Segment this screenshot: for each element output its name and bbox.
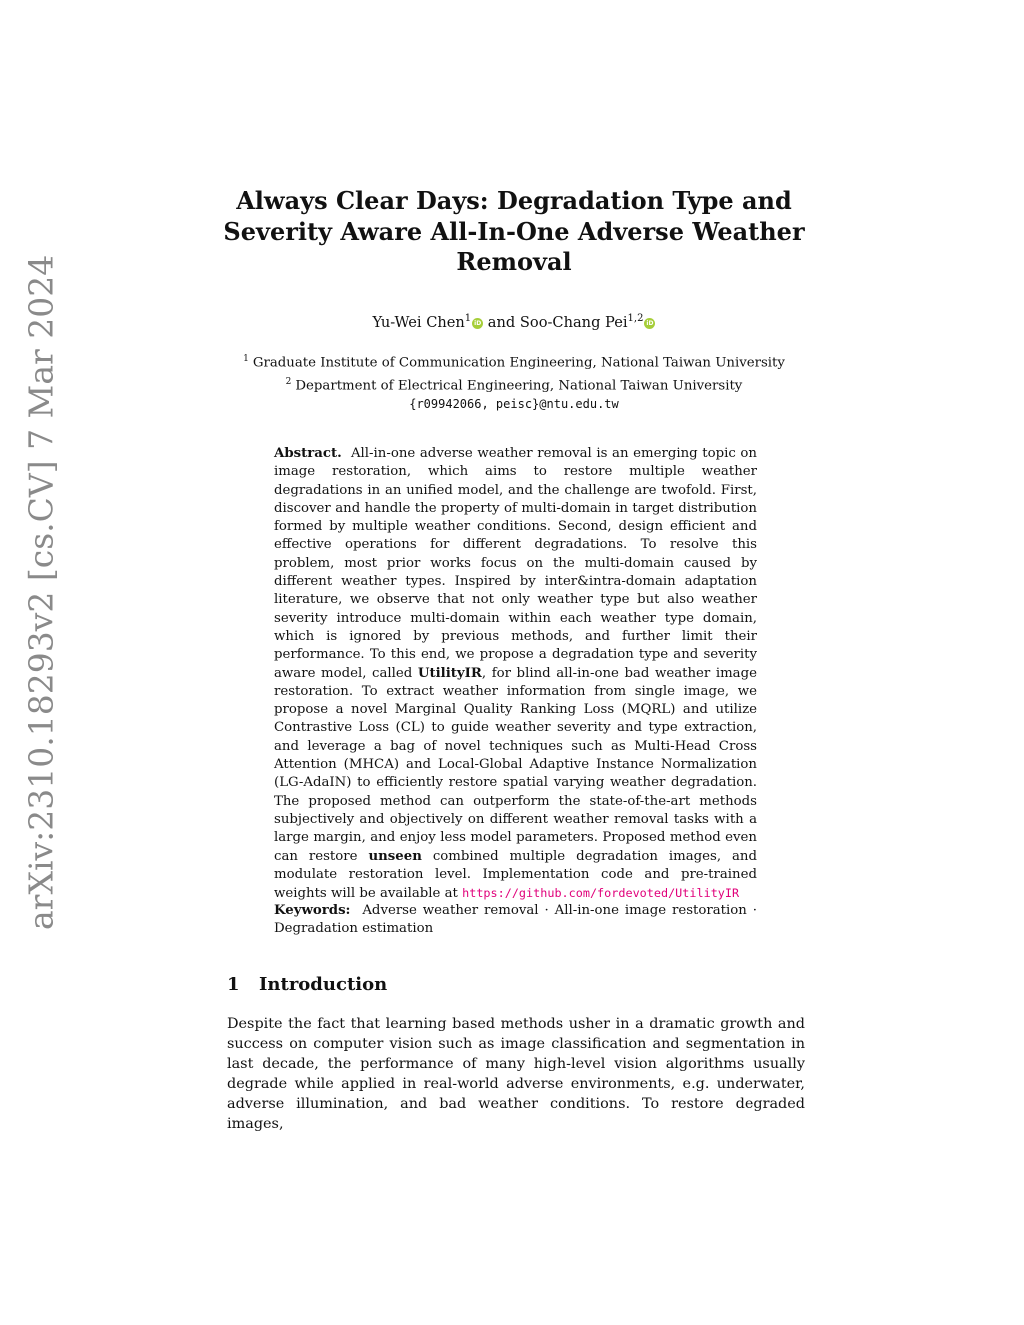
model-name: UtilityIR	[417, 665, 482, 681]
affiliations	[212, 350, 816, 414]
abstract-text: , for blind all-in-one bad weather image restoration. To extract weather information from single image, we propose a novel Marginal Quality Ranking Loss (MQRL) and utilize Contrastive Loss (CL) to guide weather severity and type extraction, and leverage a bag of novel techniques such as Multi-Head Cross Attention (MHCA) and Local-Global Adaptive Instance Normalization (LG-AdaIN) to efficiently restore spatial varying weather degradation. The proposed method can outperform the state-of-the-art methods subjectively and objectively on different weather removal tasks with a large margin, and enjoy less model parameters. Proposed method even can restore	[274, 665, 757, 864]
affiliation-mark: 2	[285, 376, 292, 387]
section-heading	[227, 974, 387, 995]
author-line	[212, 313, 816, 331]
author-name: Yu-Wei Chen	[372, 313, 465, 331]
arxiv-identifier: arXiv:2310.18293v2 [cs.CV] 7 Mar 2024	[21, 254, 61, 930]
affiliation-mark: 1	[243, 354, 249, 364]
author-affiliation-mark: 1,2	[627, 313, 644, 324]
orcid-icon[interactable]: iD	[646, 319, 654, 327]
author-affiliation-mark: 1	[464, 313, 472, 324]
author-name: Soo-Chang Pei	[519, 313, 628, 331]
paper-title: Always Clear Days: Degradation Type and Severity Aware All-In-One Adverse Weather Removal	[223, 186, 805, 276]
affiliation-text: Graduate Institute of Communication Engineering, National Taiwan University	[252, 355, 785, 371]
affiliation-1	[212, 350, 816, 373]
author-conjunction: and	[483, 313, 520, 331]
keywords	[274, 902, 757, 939]
section-title: Introduction	[259, 974, 388, 995]
abstract-label: Abstract.	[274, 446, 342, 461]
abstract-text: All-in-one adverse weather removal is an emerging topic on image restoration, which aims to restore multiple weather degradations in an unified model, and the challenge are twofold. First, discover and handle the property of multi-domain in target distribution formed by multiple weather conditions. Second, design efficient and effective operations for different degradations. To resolve this problem, most prior works focus on the multi-domain caused by different weather types. Inspired by inter&intra-domain adaptation literature, we observe that not only weather type but also weather severity introduce multi-domain within each weather type domain, which is ignored by previous methods, and further limit their performance. To this end, we propose a degradation type and severity aware model, called	[274, 446, 757, 681]
author-email[interactable]: {r09942066, peisc}@ntu.edu.tw	[409, 397, 619, 412]
abstract-text: combined multiple degradation images, and modulate restoration level. Implementation code and pre-trained weights will be available at	[274, 848, 757, 902]
section-number: 1	[227, 974, 240, 995]
keywords-text: Adverse weather removal · All-in-one image restoration · Degradation estimation	[274, 903, 757, 937]
orcid-icon[interactable]: iD	[474, 319, 482, 327]
affiliation-2	[212, 373, 816, 396]
keywords-label: Keywords:	[274, 903, 351, 918]
unseen-emphasis: unseen	[368, 848, 422, 864]
intro-paragraph: Despite the fact that learning based methods usher in a dramatic growth and success on computer vision such as image classification and segmentation in last decade, the performance of many high-level vision algorithms usually degrade while applied in real-world adverse environments, e.g. underwater, adverse illumination, and bad weather conditions. To restore degraded images,	[227, 1016, 805, 1132]
affiliation-text: Department of Electrical Engineering, National Taiwan University	[295, 378, 743, 394]
abstract	[274, 445, 757, 903]
code-link[interactable]: https://github.com/fordevoted/UtilityIR	[462, 886, 740, 901]
